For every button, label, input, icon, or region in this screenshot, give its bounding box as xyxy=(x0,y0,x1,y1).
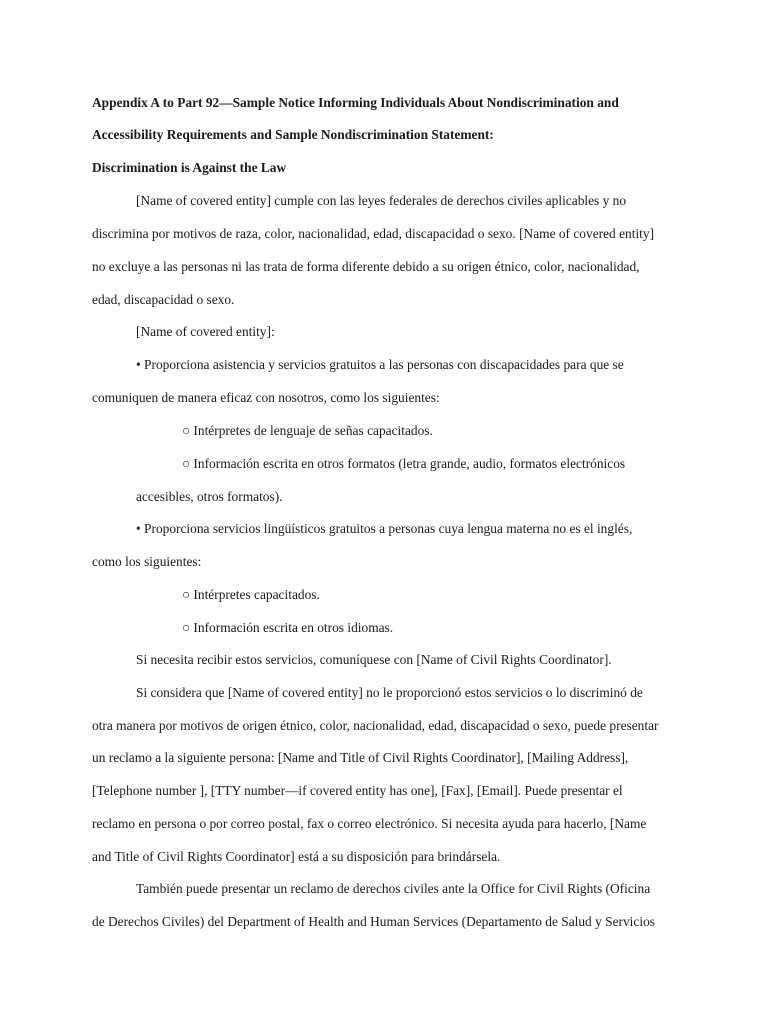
grievance-line: [Telephone number ], [TTY number—if covered entity has one], [Fax], [Email]. Puede presentar el xyxy=(92,783,623,798)
sub-bullet-continuation: accesibles, otros formatos). xyxy=(136,489,283,504)
grievance-line: reclamo en persona o por correo postal, fax o correo electrónico. Si necesita ayuda para hacerlo, [Name xyxy=(92,816,647,831)
grievance-line: Si considera que [Name of covered entity] no le proporcionó estos servicios o lo discriminó de xyxy=(136,685,643,700)
entity-intro: [Name of covered entity]: xyxy=(136,324,275,339)
title-line-1: Appendix A to Part 92—Sample Notice Informing Individuals About Nondiscrimination and xyxy=(92,95,619,110)
section-heading: Discrimination is Against the Law xyxy=(92,160,287,175)
grievance-line: un reclamo a la siguiente persona: [Name and Title of Civil Rights Coordinator], [Mailing Address], xyxy=(92,750,629,765)
title-line-2: Accessibility Requirements and Sample Nondiscrimination Statement: xyxy=(92,127,494,142)
sub-bullet-item: ○ Intérpretes capacitados. xyxy=(182,587,320,602)
grievance-line: and Title of Civil Rights Coordinator] está a su disposición para brindársela. xyxy=(92,849,501,864)
paragraph-line: discrimina por motivos de raza, color, nacionalidad, edad, discapacidad o sexo. [Name of covered entity] xyxy=(92,226,655,241)
sub-bullet-item: ○ Intérpretes de lenguaje de señas capacitados. xyxy=(182,423,433,438)
bullet-item-continuation: comuniquen de manera eficaz con nosotros, como los siguientes: xyxy=(92,390,440,405)
grievance-line: otra manera por motivos de origen étnico, color, nacionalidad, edad, discapacidad o sexo, puede presentar xyxy=(92,718,659,733)
contact-paragraph: Si necesita recibir estos servicios, comuníquese con [Name of Civil Rights Coordinator]. xyxy=(136,652,612,667)
paragraph-line: no excluye a las personas ni las trata de forma diferente debido a su origen étnico, color, nacionalidad, xyxy=(92,259,640,274)
ocr-paragraph-line: También puede presentar un reclamo de derechos civiles ante la Office for Civil Rights (Oficina xyxy=(136,881,651,896)
bullet-item: • Proporciona asistencia y servicios gratuitos a las personas con discapacidades para que se xyxy=(136,357,624,372)
paragraph-line: edad, discapacidad o sexo. xyxy=(92,292,235,307)
paragraph-line: [Name of covered entity] cumple con las leyes federales de derechos civiles aplicables y no xyxy=(136,193,627,208)
bullet-item-continuation: como los siguientes: xyxy=(92,554,202,569)
sub-bullet-item: ○ Información escrita en otros formatos (letra grande, audio, formatos electrónicos xyxy=(182,456,626,471)
ocr-paragraph-line: de Derechos Civiles) del Department of Health and Human Services (Departamento de Salud y Servicios xyxy=(92,914,655,929)
sub-bullet-item: ○ Información escrita en otros idiomas. xyxy=(182,620,394,635)
bullet-item: • Proporciona servicios lingüísticos gratuitos a personas cuya lengua materna no es el inglés, xyxy=(136,521,633,536)
